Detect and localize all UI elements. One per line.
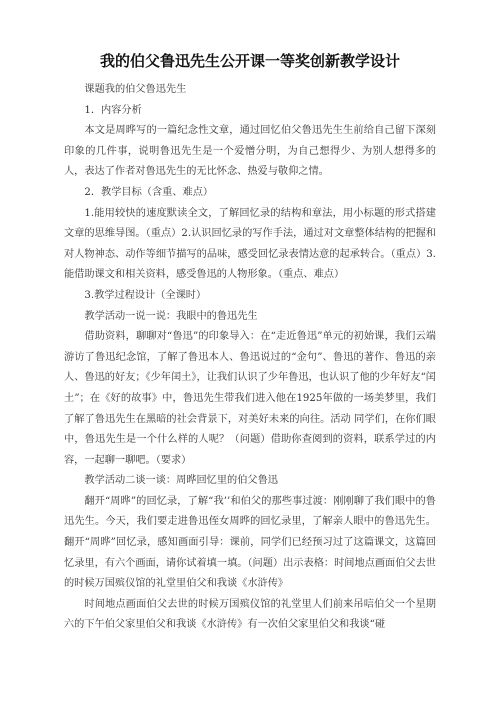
paragraph: 1．内容分析: [84, 104, 142, 116]
document-title: 我的伯父鲁迅先生公开课一等奖创新教学设计: [99, 52, 400, 70]
paragraph: 课题我的伯父鲁迅先生: [84, 84, 187, 95]
paragraph: 教学活动一说一说：我眼中的鲁迅先生: [84, 310, 258, 322]
paragraph: 2．教学目标（含重、难点）: [84, 186, 214, 198]
paragraph: 时间地点画面伯父去世的时候万国殡仪馆的礼堂里人们前来吊唁伯父一个星期六的下午伯父家里伯父和我谈《水浒传》有一次伯父家里伯父和我谈“碰: [64, 598, 436, 631]
paragraph: 1.能用较快的速度默读全文，了解回忆录的结构和章法，用小标题的形式搭建文章的思维导图。（重点）2.认识回忆录的写作手法，通过对文章整体结构的把握和对人物神态、动作等细节描写的品味，感受回忆录表情达意的起承转合。（重点）3.能借助课文和相关资料，感受鲁迅的人物形象。（重点、难点）: [64, 207, 436, 281]
paragraph: 3.教学过程设计（全课时）: [84, 289, 207, 301]
paragraph: 翻开“周晔”的回忆录，了解“我’’和伯父的那些事过渡：刚刚聊了我们眼中的鲁迅先生。今天，我们要走进鲁迅侄女周晔的回忆录里，了解亲人眼中的鲁迅先生。翻开“周晔”回忆录，感知画面引导：课前，同学们已经预习过了这篇课文，这篇回忆录里，有六个画面，请你试着填一填。（问题）出示表格：时间地点画面伯父去世的时候万国殡仪馆的礼堂里伯父和我谈《水浒传》: [64, 495, 436, 590]
paragraph: 本文是周晔写的一篇纪念性文章，通过回忆伯父鲁迅先生生前给自己留下深刻印象的几件事，说明鲁迅先生是一个爱憎分明，为自己想得少、为别人想得多的人，表达了作者对鲁迅先生的无比怀念、热爱与敬仰之情。: [64, 125, 436, 178]
paragraph: 借助资料，聊聊对“鲁迅”的印象导入：在“走近鲁迅”单元的初始课，我们云端游访了鲁迅纪念馆，了解了鲁迅本人、鲁迅说过的“金句”、鲁迅的著作、鲁迅的亲人、鲁迅的好友；《少年闰土》，让我们认识了少年鲁迅，也认识了他的少年好友“闰土”；在《好的故事》中，鲁迅先生带我们进入他在1925年做的一场美梦里，我们了解了鲁迅先生在黑暗的社会背景下，对美好未来的向往。活动 同学们，在你们眼中，鲁迅先生是一个什么样的人呢？（问题）借助你查阅到的资料，联系学过的内容，一起聊一聊吧。（要求）: [64, 331, 436, 466]
document-body: [64, 80, 436, 636]
paragraph: 教学活动二谈一谈：周晔回忆里的伯父鲁迅: [84, 475, 278, 487]
